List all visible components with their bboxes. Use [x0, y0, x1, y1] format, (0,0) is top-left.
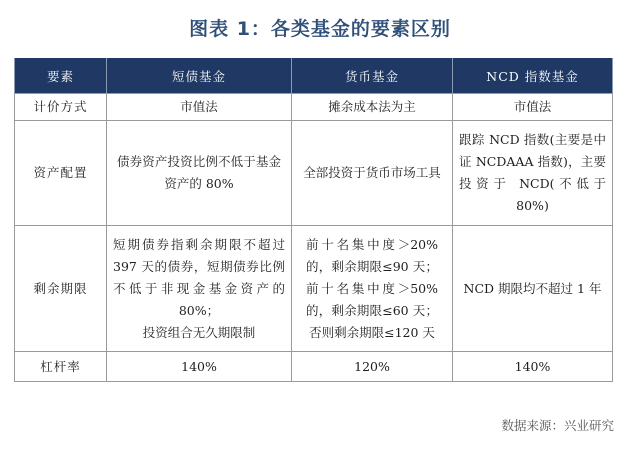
table-cell: 140% [453, 352, 613, 382]
table-row-remaining-maturity [15, 226, 613, 352]
comparison-table [14, 58, 613, 382]
cell-text: 债券资产投资比例不低于基金资产的 80% [117, 154, 281, 191]
table-row-leverage [15, 352, 613, 382]
table-cell: NCD 期限均不超过 1 年 [453, 226, 613, 352]
source-note: 数据来源：兴业研究 [501, 418, 614, 433]
table-row-valuation-method [15, 94, 613, 121]
table-cell: 摊余成本法为主 [292, 94, 453, 121]
table-header-row [15, 58, 613, 94]
cell-text: 前十名集中度＞20%的，剩余期限≤90 天；前十名集中度＞50%的，剩余期限≤60 天；否则剩余期限≤120 天 [306, 236, 438, 340]
table-cell [107, 226, 292, 352]
table-cell [292, 226, 453, 352]
table-cell [292, 121, 453, 226]
table-cell [453, 121, 613, 226]
header-money-market-fund: 货币基金 [292, 58, 453, 94]
header-element: 要素 [15, 58, 107, 94]
table-row-asset-allocation [15, 121, 613, 226]
header-ncd-index-fund: NCD 指数基金 [453, 58, 613, 94]
row-label: 剩余期限 [15, 226, 107, 352]
header-short-bond-fund: 短债基金 [107, 58, 292, 94]
row-label: 资产配置 [15, 121, 107, 226]
table-cell: 120% [292, 352, 453, 382]
table-cell [107, 121, 292, 226]
row-label: 杠杆率 [15, 352, 107, 382]
cell-note: 投资组合无久期限制 [142, 324, 256, 340]
cell-text: 全部投资于货币市场工具 [303, 165, 441, 180]
table-cell: 市值法 [453, 94, 613, 121]
cell-text: 跟踪 NCD 指数(主要是中证 NCDAAA 指数)，主要投资于 NCD(不低于 80%) [459, 132, 606, 213]
cell-text: 短期债券指剩余期限不超过 397 天的债券，短期债券比例不低于非现金基金资产的 80%； [113, 236, 285, 318]
row-label: 计价方式 [15, 94, 107, 121]
table-cell: 市值法 [107, 94, 292, 121]
table-cell: 140% [107, 352, 292, 382]
chart-title: 图表 1：各类基金的要素区别 [189, 18, 451, 40]
